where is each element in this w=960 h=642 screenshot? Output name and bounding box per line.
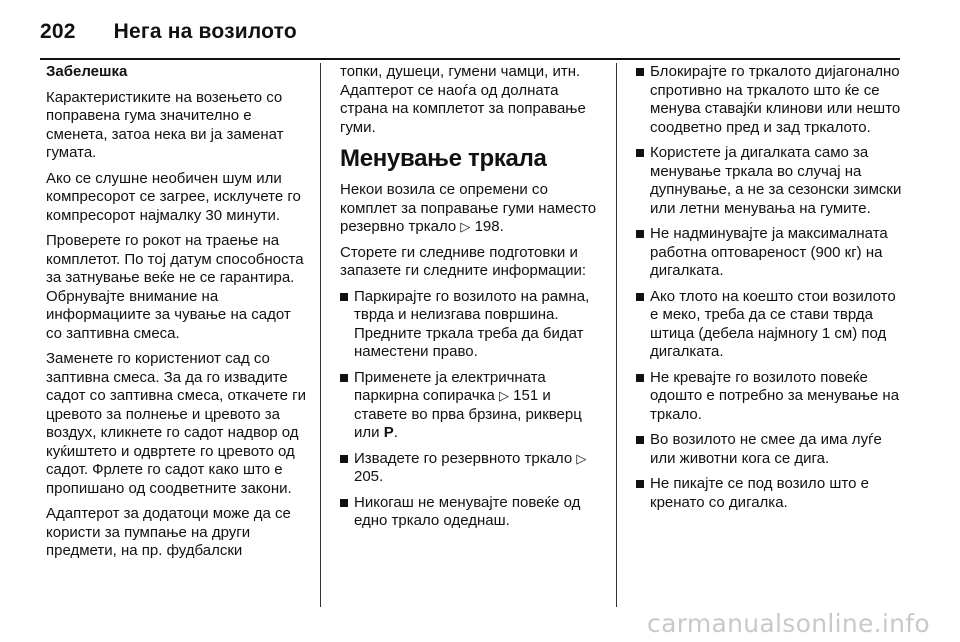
list-item: Користете ја дигалката само за менување тркала во случај на дупнување, а не за сезонски зимски или летни менувања на гумите. xyxy=(636,144,908,218)
list-item: Применете ја електричната паркирна сопирачка ▷ 151 и ставете во прва брзина, рикверц или P. xyxy=(340,369,604,443)
page-reference-link[interactable]: 151 xyxy=(513,387,539,404)
list-item: Никогаш не менувајте повеќе од едно тркало одеднаш. xyxy=(340,494,604,531)
list-item: Не кревајте го возилото повеќе одошто е потребно за менување на тркало. xyxy=(636,369,908,425)
note-title: Забелешка xyxy=(46,63,128,80)
list-item: Не надминувајте ја максималната работна оптовареност (900 кг) на дигалката. xyxy=(636,225,908,281)
section-heading: Менување тркала xyxy=(340,145,547,172)
list-item: Блокирајте го тркалото дијагонално спротивно на тркалото што ќе се менува ставајќи клинови или нешто соодветно пред и зад тркалото. xyxy=(636,63,908,137)
list-item: Извадете го резервното тркало ▷ 205. xyxy=(340,450,604,487)
list-item-text: Применете ја електричната паркирна сопирачка xyxy=(354,368,546,404)
page-reference-link[interactable]: 198 xyxy=(474,218,500,235)
list-item: Во возилото не смее да има луѓе или животни кога се дига. xyxy=(636,431,908,468)
paragraph-spare-wheel: Некои возила се опремени со комплет за поправање гуми наместо резервно тркало ▷ 198. xyxy=(340,181,597,235)
paragraph-kit-expiry: Проверете го рокот на траење на комплетот. По тој датум способноста за затнување веќе не се гарантира. Обрнувајте внимание на информациите за чување на садот со заптивна смеса. xyxy=(46,232,304,342)
list-item-text: Извадете го резервното тркало xyxy=(354,449,573,467)
watermark: carmanualsonline.info xyxy=(647,609,930,638)
note-text: Карактеристиките на возењето со поправена гума значително е сменета, затоа нека ви ја заменат гумата. xyxy=(46,88,284,161)
paragraph-compressor-noise: Ако се слушне необичен шум или компресорот се загрее, исклучете го компресорот најмалку 30 минути. xyxy=(46,169,301,224)
column-2 xyxy=(340,63,604,538)
column-divider-2 xyxy=(616,63,617,607)
list-item: Ако тлото на коешто стои возилото е меко, треба да се стави тврда штица (дебела најмногу 1 см) под дигалката. xyxy=(636,288,908,362)
page-reference-icon: ▷ xyxy=(576,450,587,466)
header-rule xyxy=(40,58,900,60)
column-1 xyxy=(46,63,308,568)
column-divider-1 xyxy=(320,63,321,607)
page-reference-icon: ▷ xyxy=(460,219,471,234)
page-number: 202 xyxy=(40,20,76,43)
paragraph-adapter-continued: топки, душеци, гумени чамци, итн. Адаптерот се наоѓа од долната страна на комплетот за поправање гуми. xyxy=(340,63,586,136)
list-item: Не пикајте се под возило што е кренато со дигалка. xyxy=(636,475,908,512)
list-item: Паркирајте го возилото на рамна, тврда и нелизгава површина. Предните тркала треба да бидат наместени право. xyxy=(340,288,604,362)
page-reference-icon: ▷ xyxy=(498,388,509,403)
paragraph-replace-container: Заменете го користениот сад со заптивна смеса. За да го извадите садот со заптивна смеса, откачете ги цревото за полнење и цревото за воздух, кликнете го садот надвор од куќиштето и одвртете го цревото од садот. Фрлете го садот како што е пропишано од соодветните закони. xyxy=(46,350,307,497)
preparation-list xyxy=(340,288,604,531)
safety-list xyxy=(636,63,908,512)
paragraph-adapter: Адаптерот за додатоци може да се користи за пумпање на други предмети, на пр. фудбалски xyxy=(46,505,291,559)
paragraph-preparations: Сторете ги следниве подготовки и запазете ги следните информации: xyxy=(340,243,587,279)
page-header xyxy=(40,14,297,50)
column-3 xyxy=(636,63,908,519)
page-reference-link[interactable]: 205 xyxy=(354,468,380,485)
paragraph-spare-wheel-text: Некои возила се опремени со комплет за поправање гуми наместо резервно тркало xyxy=(340,181,597,235)
gear-position-p: P xyxy=(383,424,394,441)
chapter-title: Нега на возилото xyxy=(113,20,297,43)
list-item-text: и ставете во прва брзина, рикверц или xyxy=(354,387,582,441)
